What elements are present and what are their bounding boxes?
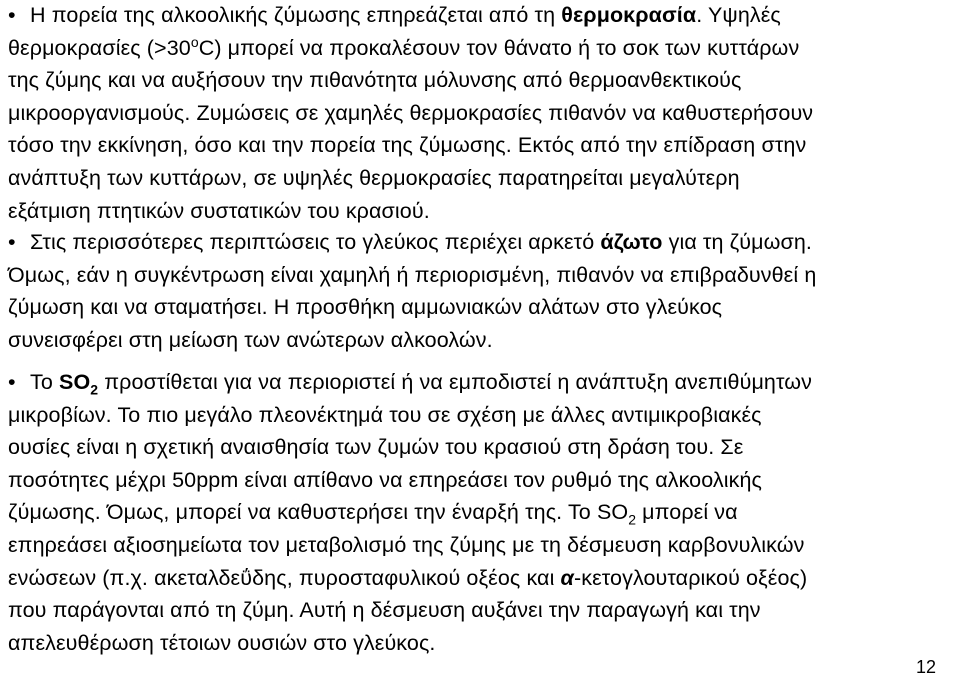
text-line: απελευθέρωση τέτοιων ουσιών στο γλεύκος. bbox=[8, 630, 436, 655]
emphasis-so2: $SO_2$ bbox=[59, 370, 99, 398]
text-line: ουσίες είναι η σχετική αναισθησία των ζυμών του κρασιού στη δράση του. Σε bbox=[8, 435, 744, 460]
paragraph-nitrogen bbox=[8, 226, 952, 356]
paragraph-so2 bbox=[8, 366, 952, 659]
text-line: που παράγονται από τη ζύμη. Αυτή η δέσμευση αυξάνει την παραγωγή και την bbox=[8, 598, 761, 623]
text-line: ανάπτυξη των κυττάρων, σε υψηλές θερμοκρασίες παρατηρείται μεγαλύτερη bbox=[8, 165, 740, 190]
text-line: τόσο την εκκίνηση, όσο και την πορεία της ζύμωσης. Εκτός από την επίδραση στην bbox=[8, 133, 807, 158]
text-line: μικροβίων. Το πιο μεγάλο πλεονέκτημά του σε σχέση με άλλες αντιμικροβιακές bbox=[8, 402, 762, 427]
text-line: ζύμωσης. Όμως, μπορεί να καθυστερήσει την έναρξή της. Το $SO_2$ μπορεί να bbox=[8, 500, 738, 528]
page-number: 12 bbox=[915, 657, 936, 677]
text-line: επηρεάσει αξιοσημείωτα τον μεταβολισμό της ζύμης με τη δέσμευση καρβονυλικών bbox=[8, 532, 805, 557]
alpha-symbol: α bbox=[560, 565, 574, 590]
text-line: μικροοργανισμούς. Ζυμώσεις σε χαμηλές θερμοκρασίες πιθανόν να καθυστερήσουν bbox=[8, 100, 814, 125]
emphasis-temperature: θερμοκρασία bbox=[561, 3, 697, 27]
text-line: ενώσεων (π.χ. ακεταλδεΰδης, πυροσταφυλικού οξέος και α-κετογλουταρικού οξέος) bbox=[8, 565, 808, 590]
text-line: • Η πορεία της αλκοολικής ζύμωσης επηρεάζεται από τη θερμοκρασία. Υψηλές bbox=[8, 0, 952, 32]
text-line: ποσότητες μέχρι 50ppm είναι απίθανο να επηρεάσει τον ρυθμό της αλκοολικής bbox=[8, 467, 762, 492]
text-line: θερμοκρασίες $(>30^oC)$ μπορεί να προκαλέσουν τον θάνατο ή το σοκ των κυττάρων bbox=[8, 33, 800, 60]
text-line: συνεισφέρει στη μείωση των ανώτερων αλκοολών. bbox=[8, 327, 493, 352]
text-line: της ζύμης και να αυξήσουν την πιθανότητα μόλυνσης από θερμοανθεκτικούς bbox=[8, 68, 742, 93]
paragraph-temperature bbox=[8, 0, 952, 227]
text-line: εξάτμιση πτητικών συστατικών του κρασιού. bbox=[8, 198, 430, 223]
bullet-icon: • bbox=[8, 230, 16, 254]
emphasis-nitrogen: άζωτο bbox=[600, 230, 663, 254]
text-line: • Στις περισσότερες περιπτώσεις το γλεύκος περιέχει αρκετό άζωτο για τη ζύμωση. bbox=[8, 226, 952, 259]
text-line: ζύμωση και να σταματήσει. Η προσθήκη αμμωνιακών αλάτων στο γλεύκος bbox=[8, 295, 723, 320]
text-line: Όμως, εάν η συγκέντρωση είναι χαμηλή ή περιορισμένη, πιθανόν να επιβραδυνθεί η bbox=[8, 262, 817, 287]
bullet-icon: • bbox=[8, 370, 16, 394]
text-line: • Το $SO_2$ προστίθεται για να περιοριστεί ή να εμποδιστεί η ανάπτυξη ανεπιθύμητων bbox=[8, 366, 952, 399]
bullet-icon: • bbox=[8, 3, 16, 27]
